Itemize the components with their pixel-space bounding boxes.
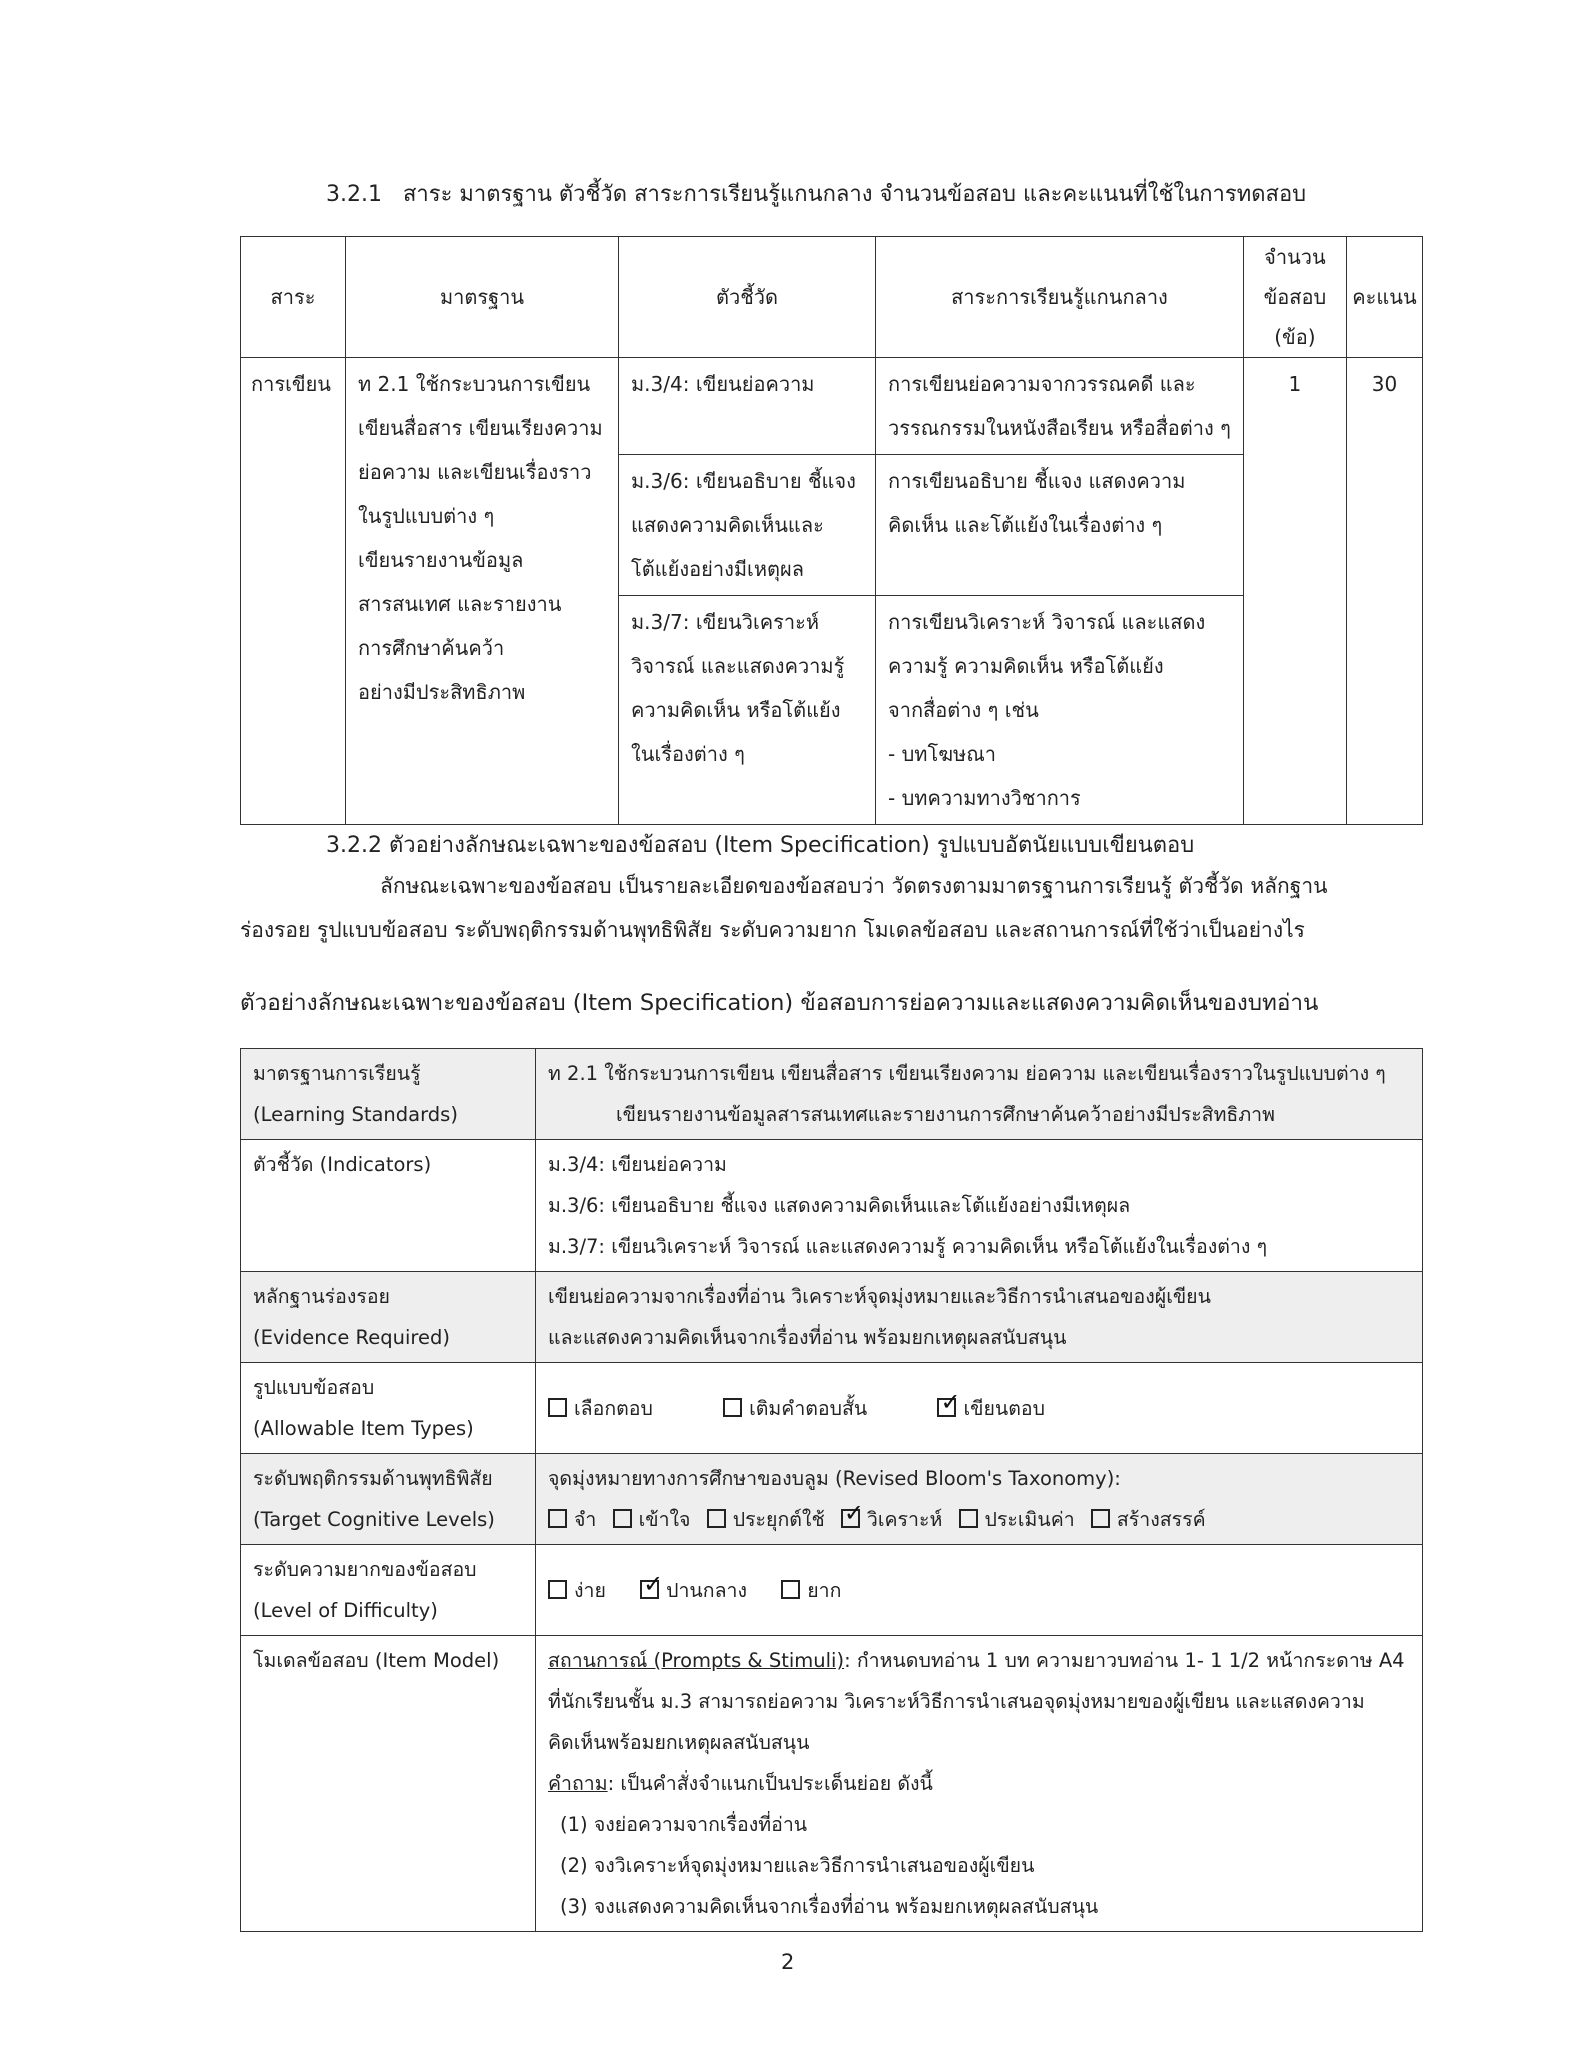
bloom-intro: จุดมุ่งหมายทางการศึกษาของบลูม (Revised Bloom's Taxonomy): <box>548 1467 1121 1490</box>
standard-line: เขียนรายงานข้อมูล <box>358 548 524 572</box>
prompt-line-3: คิดเห็นพร้อมยกเหตุผลสนับสนุน <box>548 1731 810 1754</box>
evidence-label <box>241 1272 536 1363</box>
section-321-title: สาระ มาตรฐาน ตัวชี้วัด สาระการเรียนรู้แกนกลาง จำนวนข้อสอบ และคะแนนที่ใช้ในการทดสอบ <box>402 182 1307 207</box>
option-label: เติมคำตอบสั้น <box>749 1396 868 1420</box>
option-label: เข้าใจ <box>638 1508 691 1531</box>
checkbox-checked <box>841 1509 860 1528</box>
header-count-line-2: ข้อสอบ <box>1263 285 1327 309</box>
learning-standards-value <box>536 1049 1423 1140</box>
item-types-label <box>241 1363 536 1454</box>
cognitive-levels-label <box>241 1454 536 1545</box>
indicator-item: ม.3/7: เขียนวิเคราะห์ วิจารณ์ และแสดงความรู้ ความคิดเห็น หรือโต้แย้งในเรื่องต่าง ๆ <box>548 1235 1268 1258</box>
question-sub-item: (3) จงแสดงความคิดเห็นจากเรื่องที่อ่าน พร้อมยกเหตุผลสนับสนุน <box>560 1895 1099 1918</box>
option-label: ยาก <box>807 1578 842 1602</box>
value-line: เขียนย่อความจากเรื่องที่อ่าน วิเคราะห์จุดมุ่งหมายและวิธีการนำเสนอของผู้เขียน <box>548 1285 1211 1308</box>
table-row <box>241 1049 1423 1140</box>
option-understand <box>613 1499 691 1540</box>
header-indicator: ตัวชี้วัด <box>619 237 876 358</box>
option-hard <box>781 1570 841 1611</box>
label-line: ระดับพฤติกรรมด้านพุทธิพิสัย <box>253 1467 493 1490</box>
checkbox-unchecked <box>707 1509 726 1528</box>
curriculum-table <box>240 236 1423 825</box>
score-cell: 30 <box>1346 358 1422 825</box>
label-line: (Evidence Required) <box>253 1326 450 1349</box>
option-apply <box>707 1499 825 1540</box>
indicator-item: ม.3/4: เขียนย่อความ <box>548 1153 727 1176</box>
option-written-response <box>937 1388 1045 1429</box>
option-easy <box>548 1570 606 1611</box>
bloom-options <box>548 1499 1410 1540</box>
section-322-heading: 3.2.2 ตัวอย่างลักษณะเฉพาะของข้อสอบ (Item Specification) รูปแบบอัตนัยแบบเขียนตอบ <box>326 833 1195 858</box>
header-core-content: สาระการเรียนรู้แกนกลาง <box>876 237 1244 358</box>
cognitive-levels-value <box>536 1454 1423 1545</box>
indicators-label: ตัวชี้วัด (Indicators) <box>241 1140 536 1272</box>
item-spec-table <box>240 1048 1423 1932</box>
table-row <box>241 1454 1423 1545</box>
standard-cell <box>346 358 619 825</box>
question-line <box>548 1763 1410 1804</box>
core-cell-2 <box>876 455 1244 596</box>
section-321-number: 3.2.1 <box>326 182 382 207</box>
prompt-label: สถานการณ์ (Prompts & Stimuli) <box>548 1649 845 1672</box>
checkbox-unchecked <box>1091 1509 1110 1528</box>
checkbox-checked <box>640 1580 659 1599</box>
indicator-line: ม.3/6: เขียนอธิบาย ชี้แจง <box>631 469 856 493</box>
table-row <box>241 1545 1423 1636</box>
option-medium <box>640 1570 747 1611</box>
indicators-value <box>536 1140 1423 1272</box>
section-321-heading <box>326 176 1306 211</box>
difficulty-label <box>241 1545 536 1636</box>
value-line: ท 2.1 ใช้กระบวนการเขียน เขียนสื่อสาร เขียนเรียงความ ย่อความ และเขียนเรื่องราวในรูปแบบต่าง ๆ <box>548 1062 1386 1085</box>
indicator-cell-m34 <box>619 358 876 455</box>
checkbox-unchecked <box>613 1509 632 1528</box>
learning-standards-label <box>241 1049 536 1140</box>
core-line: - บทโฆษณา <box>888 742 997 766</box>
indicator-line: ความคิดเห็น หรือโต้แย้ง <box>631 698 841 722</box>
standard-line: สารสนเทศ และรายงาน <box>358 592 562 616</box>
core-line: จากสื่อต่าง ๆ เช่น <box>888 698 1039 722</box>
checkbox-unchecked <box>548 1398 567 1417</box>
option-label: วิเคราะห์ <box>866 1508 943 1531</box>
prompt-line-1 <box>548 1640 1410 1681</box>
checkbox-unchecked <box>548 1509 567 1528</box>
evidence-value <box>536 1272 1423 1363</box>
item-model-label: โมเดลข้อสอบ (Item Model) <box>241 1636 536 1932</box>
option-label: จำ <box>574 1508 597 1531</box>
paragraph-line-1: ลักษณะเฉพาะของข้อสอบ เป็นรายละเอียดของข้อสอบว่า วัดตรงตามมาตรฐานการเรียนรู้ ตัวชี้วัด หลักฐาน <box>380 874 1328 898</box>
standard-line: ในรูปแบบต่าง ๆ <box>358 504 495 528</box>
core-line: ความรู้ ความคิดเห็น หรือโต้แย้ง <box>888 654 1164 678</box>
header-item-count <box>1243 237 1346 358</box>
checkbox-unchecked <box>781 1580 800 1599</box>
option-label: สร้างสรรค์ <box>1116 1508 1206 1531</box>
question-sub-item: (1) จงย่อความจากเรื่องที่อ่าน <box>560 1813 808 1836</box>
standard-line: อย่างมีประสิทธิภาพ <box>358 680 526 704</box>
question-text: : เป็นคำสั่งจำแนกเป็นประเด็นย่อย ดังนี้ <box>607 1772 933 1795</box>
question-sub-item: (2) จงวิเคราะห์จุดมุ่งหมายและวิธีการนำเสนอของผู้เขียน <box>560 1854 1035 1877</box>
core-line: การเขียนย่อความจากวรรณคดี และ <box>888 372 1196 396</box>
label-line: รูปแบบข้อสอบ <box>253 1376 375 1399</box>
core-cell-3 <box>876 596 1244 825</box>
strand-cell: การเขียน <box>241 358 346 825</box>
core-line: การเขียนวิเคราะห์ วิจารณ์ และแสดง <box>888 610 1206 634</box>
header-count-line-3: (ข้อ) <box>1274 325 1316 349</box>
label-line: ระดับความยากของข้อสอบ <box>253 1558 477 1581</box>
indicator-cell-m37 <box>619 596 876 825</box>
curriculum-table-header <box>241 237 1423 358</box>
checkbox-unchecked <box>959 1509 978 1528</box>
item-types-value <box>536 1363 1423 1454</box>
table-row <box>241 1140 1423 1272</box>
core-line: การเขียนอธิบาย ชี้แจง แสดงความ <box>888 469 1186 493</box>
option-label: ง่าย <box>574 1578 606 1602</box>
option-multiple-choice <box>548 1388 653 1429</box>
option-label: ประเมินค่า <box>984 1508 1075 1531</box>
indicator-line: แสดงความคิดเห็นและ <box>631 513 824 537</box>
standard-line: การศึกษาค้นคว้า <box>358 636 505 660</box>
option-label: ปานกลาง <box>666 1578 747 1602</box>
table-row <box>241 1272 1423 1363</box>
header-strand: สาระ <box>241 237 346 358</box>
option-label: เลือกตอบ <box>574 1396 653 1420</box>
indicator-line: ม.3/4: เขียนย่อความ <box>631 372 815 396</box>
indicator-line: ในเรื่องต่าง ๆ <box>631 742 745 766</box>
label-line: หลักฐานร่องรอย <box>253 1285 390 1308</box>
question-label: คำถาม <box>548 1772 608 1795</box>
paragraph-line-2: ร่องรอย รูปแบบข้อสอบ ระดับพฤติกรรมด้านพุทธิพิสัย ระดับความยาก โมเดลข้อสอบ และสถานการณ์ที่ใช้ว่าเป็นอย่างไร <box>240 918 1305 942</box>
option-create <box>1091 1499 1206 1540</box>
checkbox-unchecked <box>548 1580 567 1599</box>
table-row <box>241 358 1423 455</box>
label-line: (Learning Standards) <box>253 1103 458 1126</box>
indicator-line: วิจารณ์ และแสดงความรู้ <box>631 654 845 678</box>
indicator-line: ม.3/7: เขียนวิเคราะห์ <box>631 610 820 634</box>
checkbox-checked <box>937 1398 956 1417</box>
table-row <box>241 1636 1423 1932</box>
core-cell-1 <box>876 358 1244 455</box>
core-line: คิดเห็น และโต้แย้งในเรื่องต่าง ๆ <box>888 513 1163 537</box>
checkbox-unchecked <box>723 1398 742 1417</box>
standard-line: เขียนสื่อสาร เขียนเรียงความ <box>358 416 603 440</box>
option-short-answer <box>723 1388 867 1429</box>
label-line: (Target Cognitive Levels) <box>253 1508 495 1531</box>
header-standard: มาตรฐาน <box>346 237 619 358</box>
header-score: คะแนน <box>1346 237 1422 358</box>
indicator-cell-m36 <box>619 455 876 596</box>
option-analyze <box>841 1499 942 1540</box>
option-label: เขียนตอบ <box>963 1396 1045 1420</box>
standard-line: ท 2.1 ใช้กระบวนการเขียน <box>358 372 591 396</box>
value-line: เขียนรายงานข้อมูลสารสนเทศและรายงานการศึกษาค้นคว้าอย่างมีประสิทธิภาพ <box>616 1103 1275 1126</box>
example-heading: ตัวอย่างลักษณะเฉพาะของข้อสอบ (Item Specification) ข้อสอบการย่อความและแสดงความคิดเห็นของบทอ่าน <box>240 990 1319 1016</box>
indicator-item: ม.3/6: เขียนอธิบาย ชี้แจง แสดงความคิดเห็นและโต้แย้งอย่างมีเหตุผล <box>548 1194 1131 1217</box>
option-remember <box>548 1499 596 1540</box>
item-count-cell: 1 <box>1243 358 1346 825</box>
indicator-line: โต้แย้งอย่างมีเหตุผล <box>631 557 804 581</box>
core-line: วรรณกรรมในหนังสือเรียน หรือสื่อต่าง ๆ <box>888 416 1231 440</box>
core-line: - บทความทางวิชาการ <box>888 786 1081 810</box>
prompt-text: : กำหนดบทอ่าน 1 บท ความยาวบทอ่าน 1- 1 1/2 หน้ากระดาษ A4 <box>844 1649 1405 1672</box>
page-number: 2 <box>781 1950 795 1974</box>
option-label: ประยุกต์ใช้ <box>732 1508 825 1531</box>
prompt-line-2: ที่นักเรียนชั้น ม.3 สามารถย่อความ วิเคราะห์วิธีการนำเสนอจุดมุ่งหมายของผู้เขียน และแสดงความ <box>548 1690 1365 1713</box>
header-count-line-1: จำนวน <box>1264 245 1326 269</box>
value-line: และแสดงความคิดเห็นจากเรื่องที่อ่าน พร้อมยกเหตุผลสนับสนุน <box>548 1326 1067 1349</box>
item-model-value <box>536 1636 1423 1932</box>
table-row <box>241 1363 1423 1454</box>
option-evaluate <box>959 1499 1075 1540</box>
standard-line: ย่อความ และเขียนเรื่องราว <box>358 460 592 484</box>
difficulty-value <box>536 1545 1423 1636</box>
label-line: (Allowable Item Types) <box>253 1417 474 1440</box>
label-line: มาตรฐานการเรียนรู้ <box>253 1062 421 1085</box>
label-line: (Level of Difficulty) <box>253 1599 438 1622</box>
